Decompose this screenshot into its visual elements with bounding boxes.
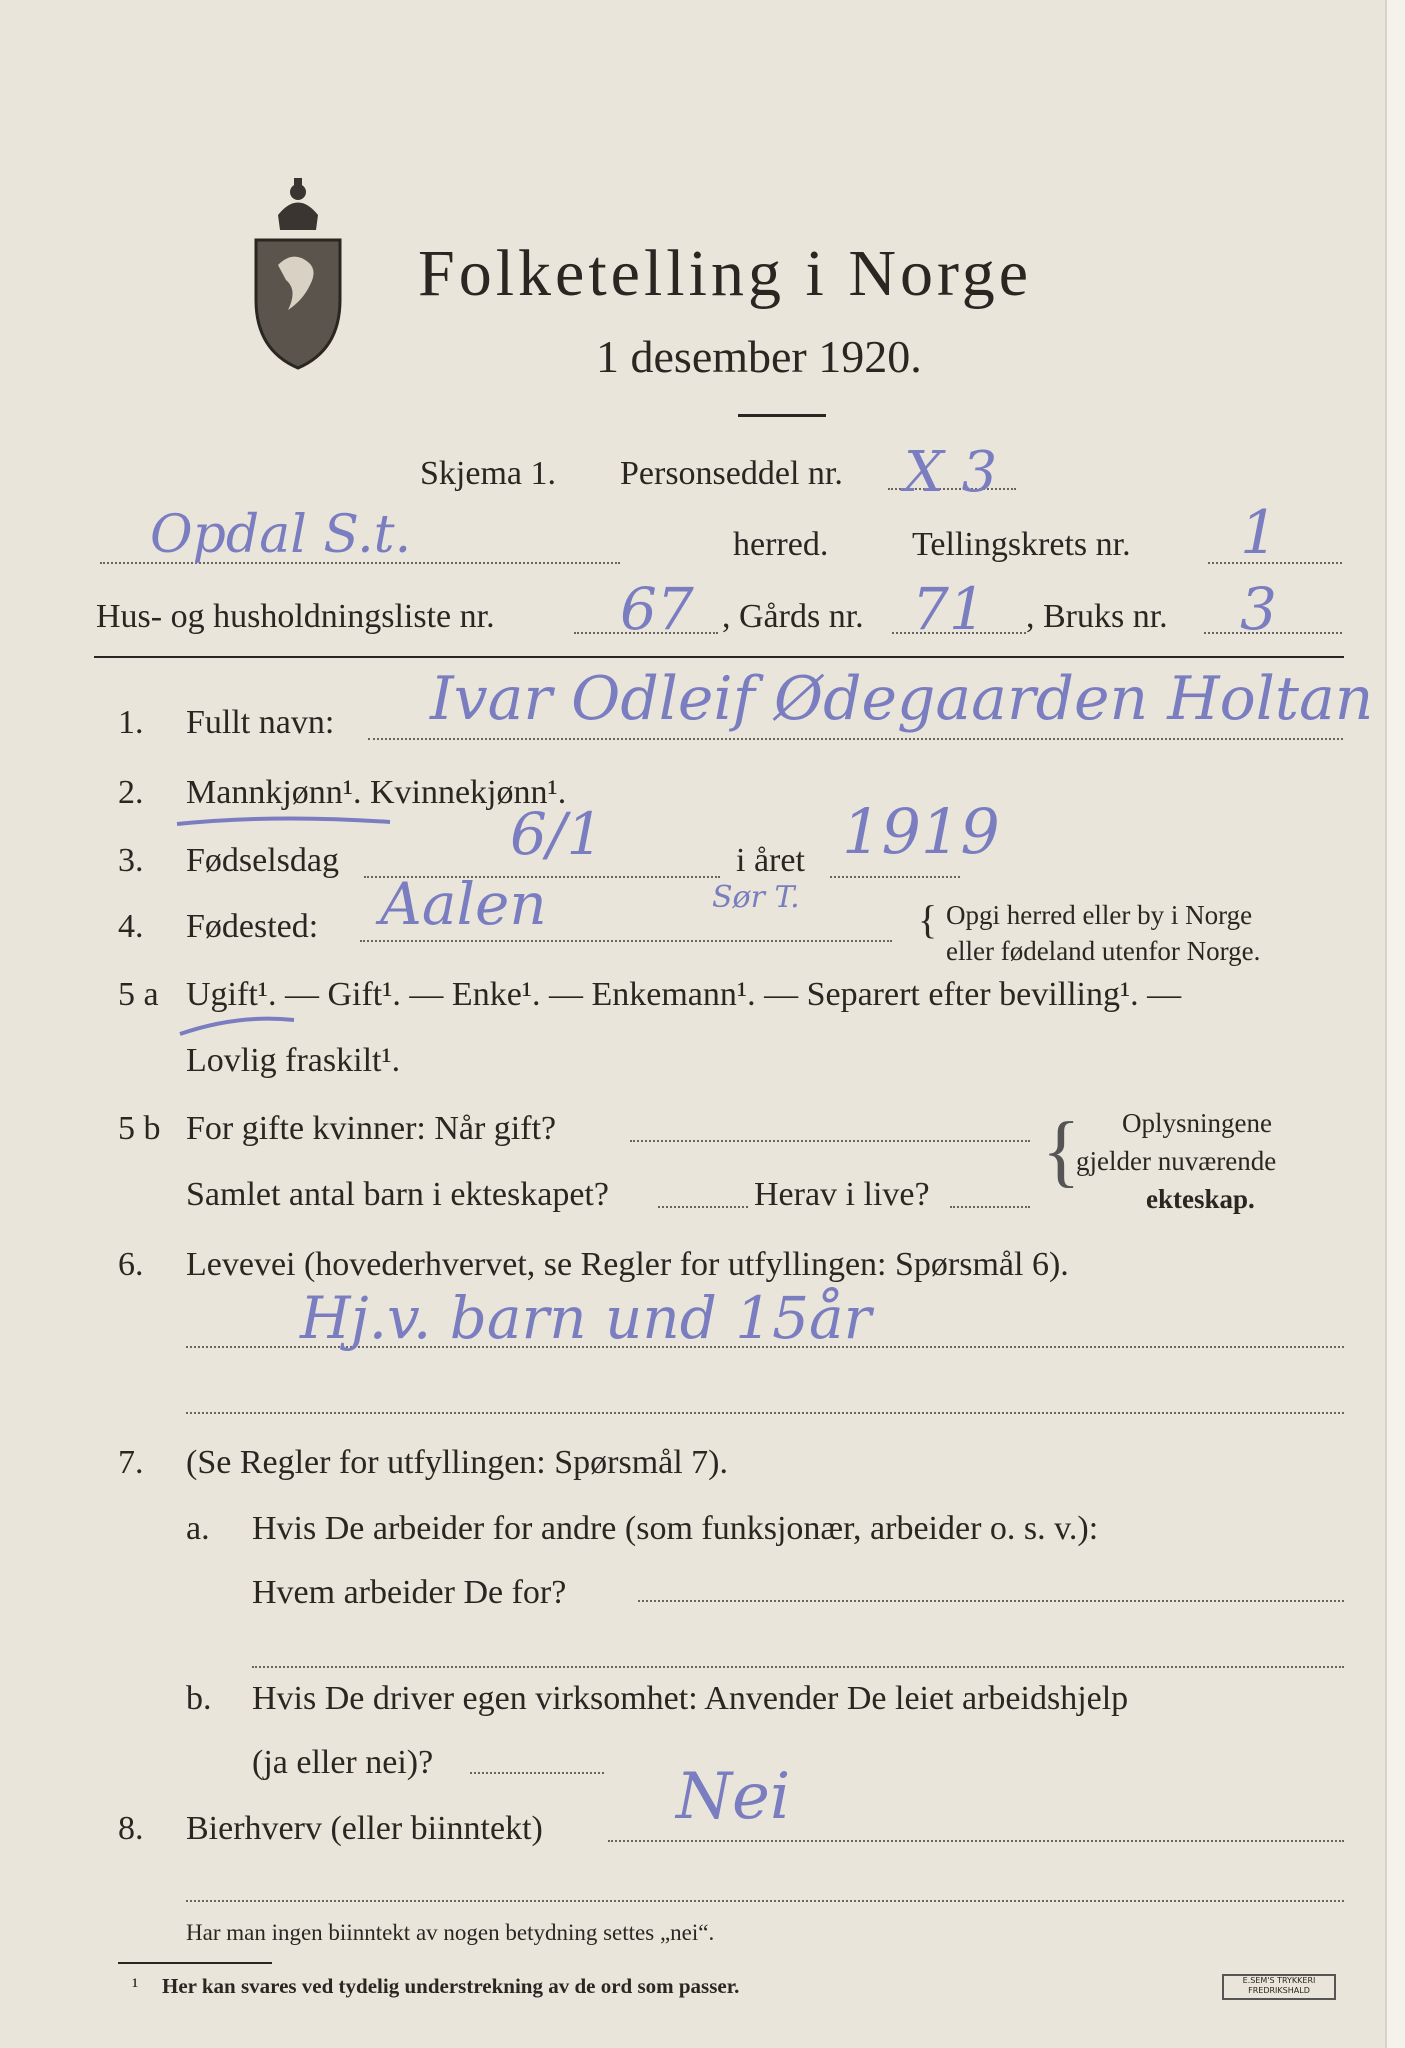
q8-line2 (186, 1900, 1344, 1902)
q1-line (368, 738, 1343, 740)
hus-label: Hus- og husholdningsliste nr. (96, 598, 495, 635)
q5b-note-line3: ekteskap. (1146, 1184, 1255, 1214)
q5b-children-line (658, 1206, 748, 1208)
q7a-number: a. (186, 1510, 210, 1547)
norway-coat-of-arms-icon (248, 170, 348, 370)
q1-label: Fullt navn: (186, 704, 335, 741)
q7-label: (Se Regler for utfyllingen: Spørsmål 7). (186, 1444, 729, 1481)
personseddel-label: Personseddel nr. (620, 455, 843, 492)
q1-number: 1. (118, 704, 144, 741)
q8-line1 (608, 1840, 1344, 1842)
q5b-note-line1: Oplysningene (1122, 1108, 1272, 1138)
q4-extra-value: Sør T. (712, 880, 800, 915)
q1-value: Ivar Odleif Ødegaarden Holtan (430, 664, 1374, 734)
schema-label: Skjema 1. (420, 455, 556, 492)
q7b-yesno-line (470, 1772, 604, 1774)
q7a-employer-label: Hvem arbeider De for? (252, 1574, 567, 1611)
q6-number: 6. (118, 1246, 144, 1283)
q5b-alive-line (950, 1206, 1030, 1208)
q5a-underline-mark (178, 1010, 298, 1040)
q7a-extra-line (252, 1666, 1344, 1668)
q8-value: Nei (676, 1760, 791, 1834)
q7-number: 7. (118, 1444, 144, 1481)
footnote-text: Her kan svares ved tydelig understrekning av de ord som passer. (162, 1974, 740, 1998)
section-divider (94, 656, 1344, 658)
q7b-yesno-label: (ja eller nei)? (252, 1744, 434, 1781)
gards-value: 71 (912, 575, 986, 643)
q4-note-line2: eller fødeland utenfor Norge. (946, 936, 1261, 966)
q6-value: Hj.v. barn und 15år (300, 1284, 872, 1352)
q5a-label: Ugift¹. — Gift¹. — Enke¹. — Enkemann¹. — Separert efter bevilling¹. — (186, 976, 1182, 1013)
q3-day-value: 6/1 (510, 800, 604, 868)
q3-label: Fødselsdag (186, 842, 339, 879)
q8-number: 8. (118, 1810, 144, 1847)
tellingskrets-label: Tellingskrets nr. (912, 526, 1131, 563)
footnote-mark: ¹ (132, 1974, 139, 1998)
q7a-employer-line (638, 1600, 1344, 1602)
q5b-note-brace: { (1042, 1107, 1081, 1195)
q4-note-brace: { (918, 897, 938, 942)
q5b-number: 5 b (118, 1110, 161, 1147)
herred-value: Opdal S.t. (150, 505, 412, 565)
hus-value: 67 (620, 575, 694, 643)
q5b-children-label: Samlet antal barn i ekteskapet? (186, 1176, 609, 1213)
q4-value: Aalen (380, 870, 547, 938)
q7b-label: Hvis De driver egen virksomhet: Anvender De leiet arbeidshjelp (252, 1680, 1129, 1717)
footer-note: Har man ingen biinntekt av nogen betydning settes „nei“. (186, 1920, 715, 1945)
bruks-value: 3 (1240, 575, 1277, 643)
q6-label: Levevei (hovederhvervet, se Regler for utfyllingen: Spørsmål 6). (186, 1246, 1069, 1283)
printer-stamp: E.SEM'S TRYKKERI FREDRIKSHALD (1222, 1974, 1336, 2000)
q3-number: 3. (118, 842, 144, 879)
q4-label: Fødested: (186, 908, 319, 945)
gards-label: , Gårds nr. (722, 598, 864, 635)
form-date: 1 desember 1920. (596, 331, 922, 382)
q7b-number: b. (186, 1680, 212, 1717)
q8-label: Bierhverv (eller biinntekt) (186, 1810, 543, 1847)
q5b-alive-label: Herav i live? (754, 1176, 930, 1213)
q5a-label-line2: Lovlig fraskilt¹. (186, 1042, 401, 1079)
form-title: Folketelling i Norge (418, 237, 1033, 310)
q3-year-line (830, 876, 960, 878)
bruks-label: , Bruks nr. (1026, 598, 1168, 635)
q5a-number: 5 a (118, 976, 159, 1013)
q5b-note-line2: gjelder nuværende (1076, 1146, 1277, 1176)
personseddel-value: X 3 (904, 440, 998, 505)
q2-label: Mannkjønn¹. Kvinnekjønn¹. (186, 774, 567, 811)
q3-year-value: 1919 (842, 795, 1000, 868)
q7a-label: Hvis De arbeider for andre (som funksjonær, arbeider o. s. v.): (252, 1510, 1099, 1547)
q4-number: 4. (118, 908, 144, 945)
q5b-label: For gifte kvinner: Når gift? (186, 1110, 557, 1147)
q4-line (360, 940, 892, 942)
q4-note-line1: Opgi herred eller by i Norge (946, 900, 1253, 930)
title-divider (738, 414, 826, 417)
paper-edge (1385, 0, 1405, 2048)
q3-year-label: i året (736, 842, 805, 879)
q5b-married-line (630, 1140, 1030, 1142)
footnote-divider (118, 1962, 272, 1964)
tellingskrets-value: 1 (1240, 498, 1279, 568)
herred-label: herred. (733, 526, 829, 563)
q2-underline-mark (175, 812, 395, 832)
q6-line2 (186, 1412, 1344, 1414)
q2-number: 2. (118, 774, 144, 811)
